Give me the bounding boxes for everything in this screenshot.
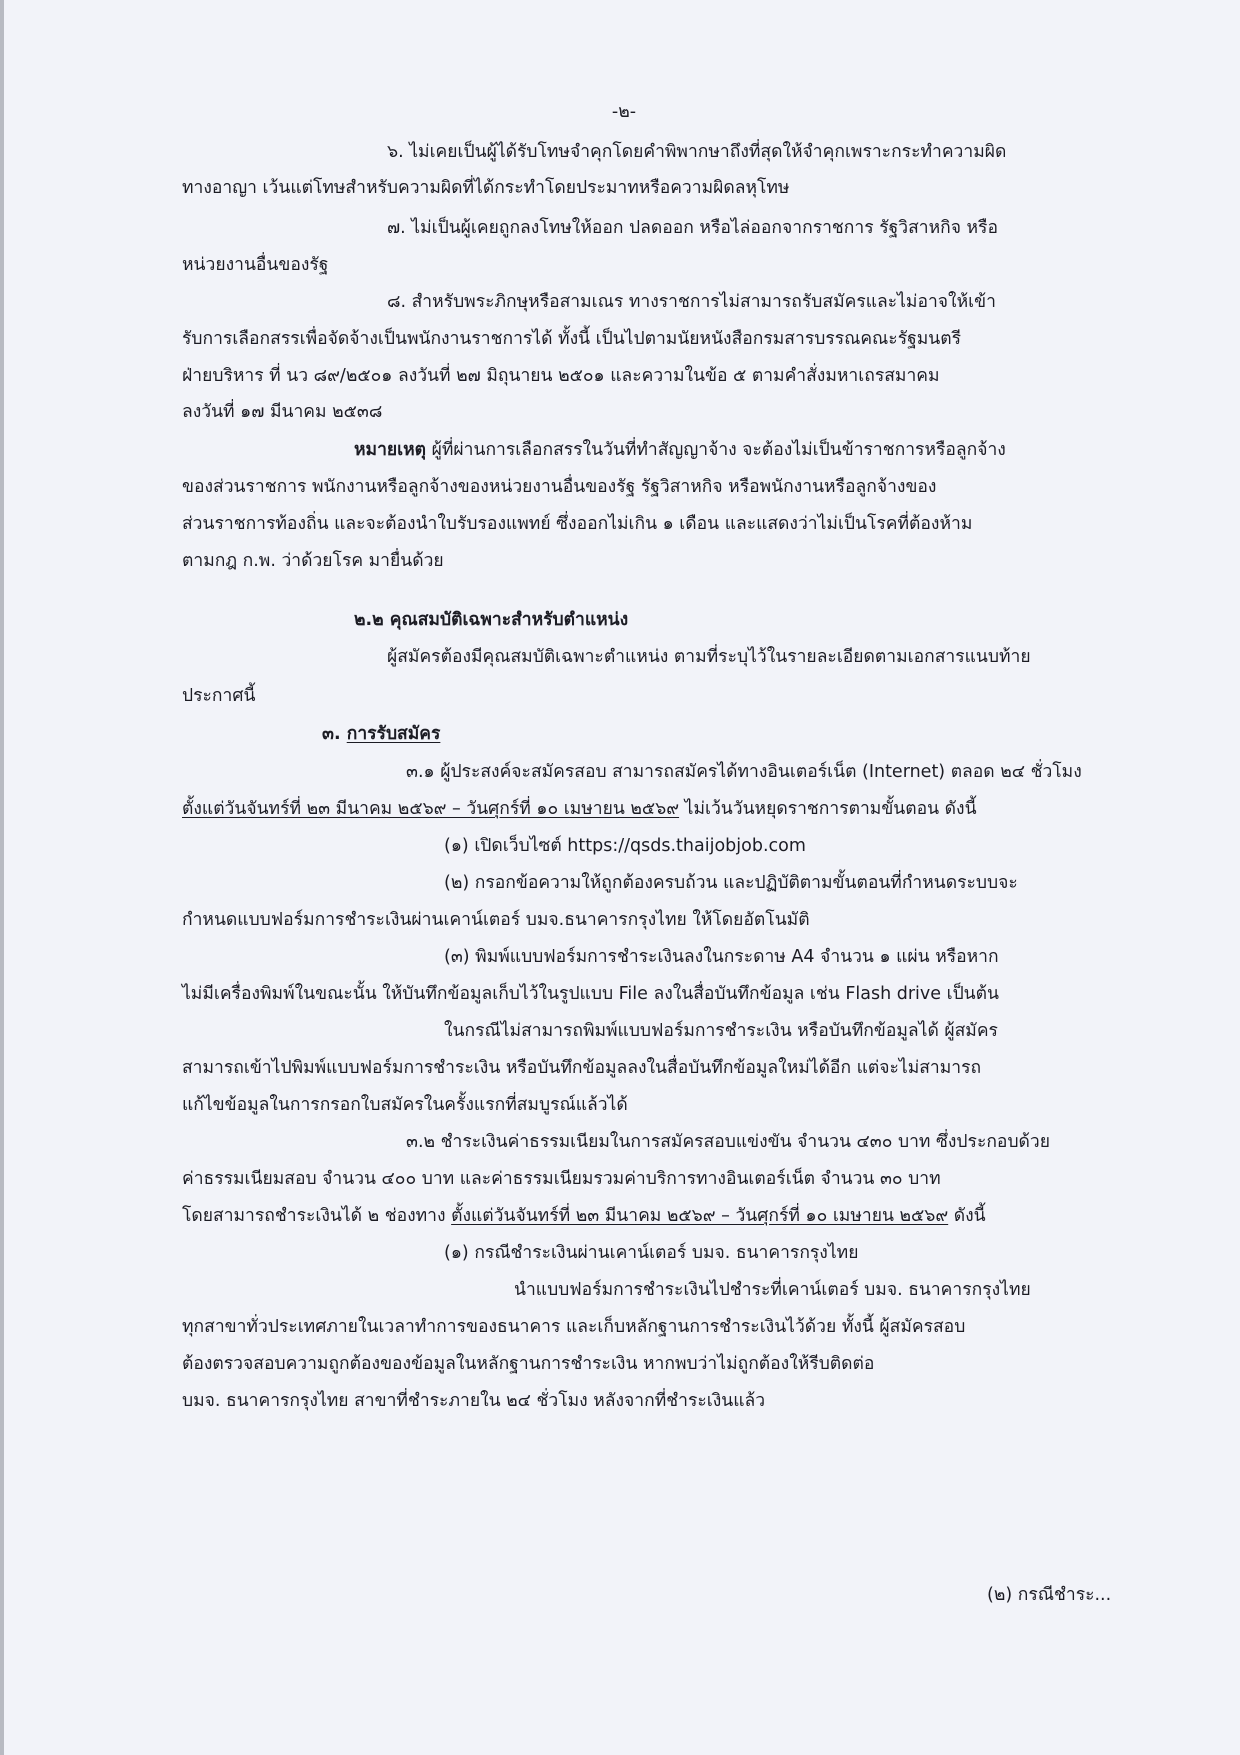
case-line-3: แก้ไขข้อมูลในการกรอกใบสมัครในครั้งแรกที่สมบูรณ์แล้วได้ [182, 1095, 628, 1115]
section-3-2-line-3 [182, 1204, 986, 1228]
payment-period: ตั้งแต่วันจันทร์ที่ ๒๓ มีนาคม ๒๕๖๙ – วันศุกร์ที่ ๑๐ เมษายน ๒๕๖๙ [451, 1206, 949, 1226]
note-label: หมายเหตุ [354, 440, 427, 460]
section-3-1-line-2-rest: ไม่เว้นวันหยุดราชการตามขั้นตอน ดังนี้ [679, 799, 977, 819]
section-3-title: การรับสมัคร [346, 724, 441, 744]
section-3-1-line-2 [182, 797, 977, 821]
section-2-2-line-2: ประกาศนี้ [182, 686, 256, 706]
note-line-1 [354, 438, 1006, 462]
item-7-line-1: ๗. ไม่เป็นผู้เคยถูกลงโทษให้ออก ปลดออก หรือไล่ออกจากราชการ รัฐวิสาหกิจ หรือ [387, 218, 998, 238]
continuation-note: (๒) กรณีชำระ... [987, 1585, 1112, 1605]
section-3-2-line-2: ค่าธรรมเนียมสอบ จำนวน ๔๐๐ บาท และค่าธรรมเนียมรวมค่าบริการทางอินเตอร์เน็ต จำนวน ๓๐ บาท [182, 1169, 941, 1189]
item-8-line-4: ลงวันที่ ๑๗ มีนาคม ๒๕๓๘ [182, 402, 383, 422]
item-6-line-1: ๖. ไม่เคยเป็นผู้ได้รับโทษจำคุกโดยคำพิพากษาถึงที่สุดให้จำคุกเพราะกระทำความผิด [387, 142, 1007, 162]
section-3-2-line-3-prefix: โดยสามารถชำระเงินได้ ๒ ช่องทาง [182, 1206, 452, 1226]
section-3-1-line-1: ๓.๑ ผู้ประสงค์จะสมัครสอบ สามารถสมัครได้ทางอินเตอร์เน็ต (Internet) ตลอด ๒๔ ชั่วโมง [406, 762, 1082, 782]
section-2-2-heading: ๒.๒ คุณสมบัติเฉพาะสำหรับตำแหน่ง [354, 610, 629, 630]
section-3-2-line-3-suffix: ดังนี้ [948, 1206, 986, 1226]
item-7-line-2: หน่วยงานอื่นของรัฐ [182, 255, 329, 275]
step-1-website: (๑) เปิดเว็บไซต์ https://qsds.thaijobjob.com [444, 836, 806, 856]
case-line-1: ในกรณีไม่สามารถพิมพ์แบบฟอร์มการชำระเงิน หรือบันทึกข้อมูลได้ ผู้สมัคร [444, 1021, 998, 1041]
page-number: -๒- [611, 102, 637, 122]
item-8-line-2: รับการเลือกสรรเพื่อจัดจ้างเป็นพนักงานราชการได้ ทั้งนี้ เป็นไปตามนัยหนังสือกรมสารบรรณคณะรัฐมนตรี [182, 329, 962, 349]
step-2-line-1: (๒) กรอกข้อความให้ถูกต้องครบถ้วน และปฏิบัติตามขั้นตอนที่กำหนดระบบจะ [444, 873, 1018, 893]
step-2-line-2: กำหนดแบบฟอร์มการชำระเงินผ่านเคาน์เตอร์ บมจ.ธนาคารกรุงไทย ให้โดยอัตโนมัติ [182, 910, 810, 930]
channel-1-line-3: ต้องตรวจสอบความถูกต้องของข้อมูลในหลักฐานการชำระเงิน หากพบว่าไม่ถูกต้องให้รีบติดต่อ [182, 1354, 875, 1374]
registration-period: ตั้งแต่วันจันทร์ที่ ๒๓ มีนาคม ๒๕๖๙ – วันศุกร์ที่ ๑๐ เมษายน ๒๕๖๙ [182, 799, 680, 819]
section-3-number: ๓. [322, 724, 347, 744]
note-line-3: ส่วนราชการท้องถิ่น และจะต้องนำใบรับรองแพทย์ ซึ่งออกไม่เกิน ๑ เดือน และแสดงว่าไม่เป็นโรคที่ต้องห้าม [182, 514, 973, 534]
channel-1-line-4: บมจ. ธนาคารกรุงไทย สาขาที่ชำระภายใน ๒๔ ชั่วโมง หลังจากที่ชำระเงินแล้ว [182, 1391, 766, 1411]
step-3-line-1: (๓) พิมพ์แบบฟอร์มการชำระเงินลงในกระดาษ A4 จำนวน ๑ แผ่น หรือหาก [444, 947, 999, 967]
section-3-heading [322, 722, 440, 746]
note-line-4: ตามกฎ ก.พ. ว่าด้วยโรค มายื่นด้วย [182, 551, 444, 571]
note-line-2: ของส่วนราชการ พนักงานหรือลูกจ้างของหน่วยงานอื่นของรัฐ รัฐวิสาหกิจ หรือพนักงานหรือลูกจ้างของ [182, 477, 937, 497]
item-8-line-3: ฝ่ายบริหาร ที่ นว ๘๙/๒๕๐๑ ลงวันที่ ๒๗ มิถุนายน ๒๕๐๑ และความในข้อ ๕ ตามคำสั่งมหาเถรสมาคม [182, 366, 940, 386]
item-8-line-1: ๘. สำหรับพระภิกษุหรือสามเณร ทางราชการไม่สามารถรับสมัครและไม่อาจให้เข้า [387, 292, 996, 312]
channel-1-line-1: นำแบบฟอร์มการชำระเงินไปชำระที่เคาน์เตอร์ บมจ. ธนาคารกรุงไทย [514, 1280, 1031, 1300]
section-2-2-line-1: ผู้สมัครต้องมีคุณสมบัติเฉพาะตำแหน่ง ตามที่ระบุไว้ในรายละเอียดตามเอกสารแนบท้าย [387, 647, 1031, 667]
channel-1-title: (๑) กรณีชำระเงินผ่านเคาน์เตอร์ บมจ. ธนาคารกรุงไทย [444, 1243, 859, 1263]
item-6-line-2: ทางอาญา เว้นแต่โทษสำหรับความผิดที่ได้กระทำโดยประมาทหรือความผิดลหุโทษ [182, 178, 790, 198]
step-3-line-2: ไม่มีเครื่องพิมพ์ในขณะนั้น ให้บันทึกข้อมูลเก็บไว้ในรูปแบบ File ลงในสื่อบันทึกข้อมูล เช่น Flash drive เป็นต้น [182, 984, 999, 1004]
section-3-2-line-1: ๓.๒ ชำระเงินค่าธรรมเนียมในการสมัครสอบแข่งขัน จำนวน ๔๓๐ บาท ซึ่งประกอบด้วย [406, 1132, 1050, 1152]
note-text: ผู้ที่ผ่านการเลือกสรรในวันที่ทำสัญญาจ้าง จะต้องไม่เป็นข้าราชการหรือลูกจ้าง [426, 440, 1006, 460]
case-line-2: สามารถเข้าไปพิมพ์แบบฟอร์มการชำระเงิน หรือบันทึกข้อมูลลงในสื่อบันทึกข้อมูลใหม่ได้อีก แต่จะไม่สามารถ [182, 1058, 982, 1078]
channel-1-line-2: ทุกสาขาทั่วประเทศภายในเวลาทำการของธนาคาร และเก็บหลักฐานการชำระเงินไว้ด้วย ทั้งนี้ ผู้สมัครสอบ [182, 1317, 966, 1337]
